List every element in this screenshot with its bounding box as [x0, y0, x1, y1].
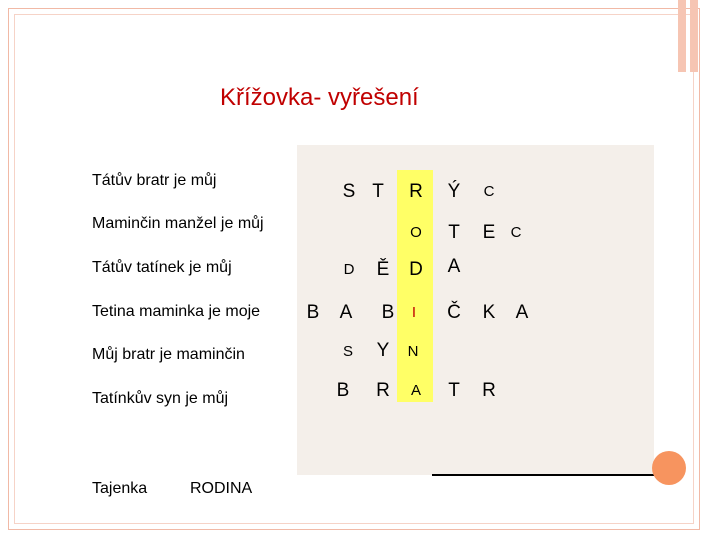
- grid-cell: T: [448, 380, 460, 401]
- clue-2: Maminčin manžel je můj: [92, 215, 264, 232]
- clue-3: Tátův tatínek je můj: [92, 259, 232, 276]
- grid-cell: B: [336, 380, 350, 401]
- tajenka-label: Tajenka: [92, 480, 148, 497]
- grid-cell: Č: [447, 302, 461, 323]
- grid-cell: C: [483, 183, 495, 200]
- divider-line: [432, 474, 654, 476]
- grid-cell: T: [448, 222, 460, 243]
- grid-cell: B: [306, 302, 320, 323]
- grid-cell: A: [339, 302, 353, 323]
- grid-cell: Ě: [376, 259, 390, 280]
- grid-cell: B: [381, 302, 395, 323]
- grid-cell: A: [410, 382, 421, 399]
- grid-cell: R: [482, 380, 496, 401]
- grid-cell: R: [409, 181, 423, 202]
- clue-4: Tetina maminka je moje: [92, 303, 261, 320]
- tajenka-answer: RODINA: [190, 480, 253, 497]
- grid-cell: N: [407, 343, 419, 360]
- grid-cell: Ý: [447, 181, 461, 202]
- grid-cell: Y: [376, 340, 390, 361]
- grid-cell: C: [510, 224, 522, 241]
- grid-cell: D: [409, 259, 423, 280]
- decor-stripe: [678, 0, 686, 72]
- clue-5: Můj bratr je maminčin: [92, 346, 245, 363]
- grid-cell: D: [343, 261, 355, 278]
- clue-1: Tátův bratr je můj: [92, 172, 217, 189]
- solution-column-highlight: [397, 170, 433, 402]
- grid-cell: R: [376, 380, 390, 401]
- decor-stripe: [690, 0, 698, 72]
- grid-cell: A: [515, 302, 529, 323]
- grid-cell: K: [482, 302, 496, 323]
- grid-cell: E: [482, 222, 496, 243]
- decor-circle: [652, 451, 686, 485]
- grid-cell: S: [342, 343, 353, 360]
- grid-cell: O: [410, 224, 422, 241]
- grid-cell: I: [411, 304, 417, 321]
- slide-title: Křížovka- vyřešení: [220, 84, 419, 111]
- clue-6: Tatínkův syn je můj: [92, 390, 229, 407]
- grid-cell: A: [447, 256, 461, 277]
- grid-cell: S: [342, 181, 356, 202]
- grid-cell: T: [372, 181, 384, 202]
